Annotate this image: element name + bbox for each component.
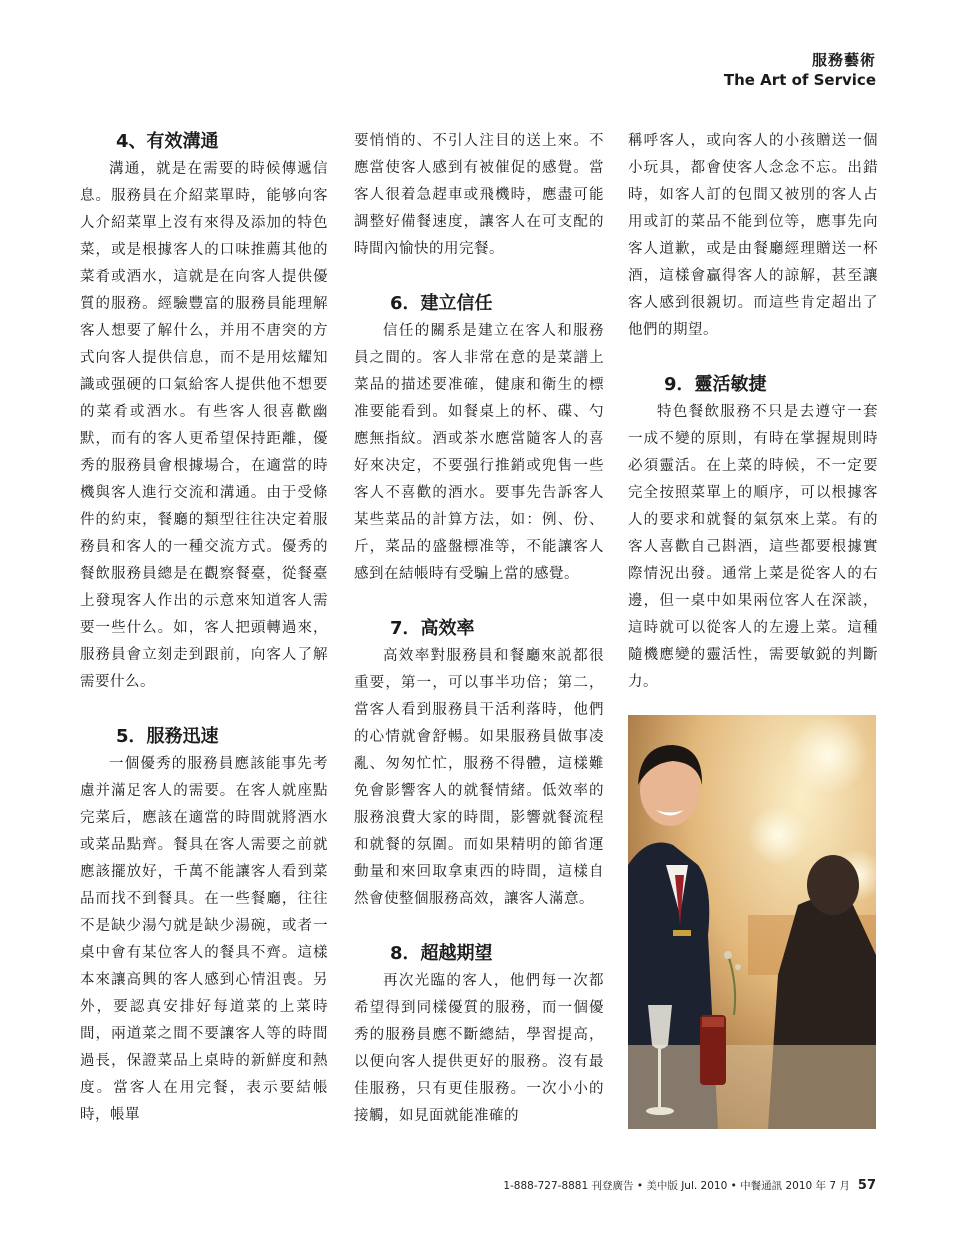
heading-9: 9．靈活敏捷 <box>664 374 767 395</box>
heading-7: 7．高效率 <box>390 618 475 639</box>
waitress-photo <box>628 715 876 1129</box>
heading-8: 8．超越期望 <box>390 943 493 964</box>
paragraph-4: 溝通，就是在需要的時候傳遞信息。服務員在介紹菜單時，能够向客人介紹菜單上沒有來得及添加的特色菜，或是根據客人的口味推薦其他的菜肴或酒水，這就是在向客人提供優質的服務。經驗豐富的服務員能理解客人想要了解什么，并用不唐突的方式向客人提供信息，而不是用炫耀知識或强硬的口氣給客人提供他不想要的菜肴或酒水。有些客人很喜歡幽默，而有的客人更希望保持距離，優秀的服務員會根據場合，在適當的時機與客人進行交流和溝通。由于受條件的約束，餐廳的類型往往决定着服務員和客人的一種交流方式。優秀的餐飲服務員總是在觀察餐臺，從餐臺上發現客人作出的示意來知道客人需要一些什么。如，客人把頭轉過來，服務員會立刻走到跟前，向客人了解需要什么。 <box>80 161 328 690</box>
page-header <box>724 50 876 90</box>
paragraph-8: 再次光臨的客人，他們每一次都希望得到同樣優質的服務，而一個優秀的服務員應不斷總結，學習提高，以便向客人提供更好的服務。沒有最佳服務，只有更佳服務。一次小小的接觸，如見面就能准確的 <box>354 973 604 1124</box>
column-1 <box>80 128 328 1129</box>
paragraph-5-cont: 要悄悄的、不引人注目的送上來。不應當使客人感到有被催促的感覺。當客人很着急趕車或飛機時，應盡可能調整好備餐速度，讓客人在可支配的時間內愉快的用完餐。 <box>354 133 604 257</box>
heading-6: 6．建立信任 <box>390 293 493 314</box>
paragraph-9: 特色餐飲服務不只是去遵守一套一成不變的原則，有時在掌握規則時必須靈活。在上菜的時候，不一定要完全按照菜單上的順序，可以根據客人的要求和就餐的氣氛來上菜。有的客人喜歡自己斟酒，這些都要根據實際情況出發。通常上菜是從客人的右邊，但一桌中如果兩位客人在深談，這時就可以從客人的左邊上菜。這種隨機應變的靈活性，需要敏鋭的判斷力。 <box>628 404 878 690</box>
column-3 <box>628 128 878 696</box>
page-footer <box>80 1178 876 1193</box>
paragraph-6: 信任的關系是建立在客人和服務員之間的。客人非常在意的是菜譜上菜品的描述要准確，健康和衛生的標准要能看到。如餐桌上的杯、碟、勺應無指紋。酒或茶水應當隨客人的喜好來决定，不要强行推銷或兜售一些客人不喜歡的酒水。要事先告訴客人某些菜品的計算方法，如：例、份、斤，菜品的盛盤標准等，不能讓客人感到在結帳時有受騙上當的感覺。 <box>354 323 604 582</box>
page-number: 57 <box>857 1178 876 1193</box>
footer-text: 1-888-727-8881 刊登廣告 • 美中版 Jul. 2010 • 中餐通訊 2010 年 7 月 <box>503 1180 850 1192</box>
heading-4: 4、有效溝通 <box>116 131 219 152</box>
section-title-zh: 服務藝術 <box>811 51 876 69</box>
paragraph-8-cont: 稱呼客人，或向客人的小孩贈送一個小玩具，都會使客人念念不忘。出錯時，如客人訂的包間又被別的客人占用或訂的菜品不能到位等，應事先向客人道歉，或是由餐廳經理贈送一杯酒，這樣會贏得客人的諒解，甚至讓客人感到很親切。而這些肯定超出了他們的期望。 <box>628 133 878 338</box>
column-2 <box>354 128 604 1130</box>
heading-5: 5．服務迅速 <box>116 726 219 747</box>
section-title-en: The Art of Service <box>723 71 876 89</box>
paragraph-7: 高效率對服務員和餐廳來説都很重要，第一，可以事半功倍；第二，當客人看到服務員干活利落時，他們的心情就會舒暢。如果服務員做事凌亂、匆匆忙忙，服務不得體，這樣難免會影響客人的就餐情緒。低效率的服務浪費大家的時間，影響就餐流程和就餐的氛圍。而如果精明的節省運動量和來回取拿東西的時間，這樣自然會使整個服務高效，讓客人滿意。 <box>354 648 604 907</box>
paragraph-5: 一個優秀的服務員應該能事先考慮并滿足客人的需要。在客人就座點完菜后，應該在適當的時間就將酒水或菜品點齊。餐具在客人需要之前就應該擺放好，千萬不能讓客人看到菜品而找不到餐具。在一些餐廳，往往不是缺少湯勺就是缺少湯碗，或者一桌中會有某位客人的餐具不齊。這樣本來讓高興的客人感到心情沮喪。另外，要認真安排好每道菜的上菜時間，兩道菜之間不要讓客人等的時間過長，保證菜品上桌時的新鮮度和熱度。當客人在用完餐，表示要結帳時，帳單 <box>80 756 328 1123</box>
